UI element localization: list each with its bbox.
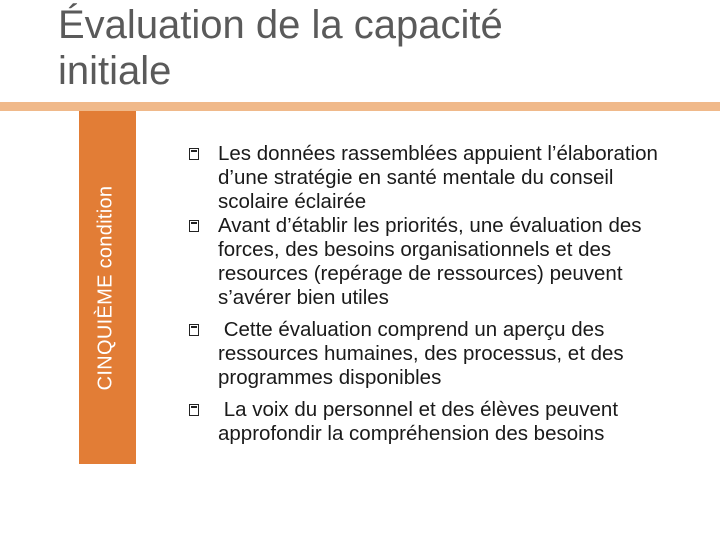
square-bullet-icon bbox=[189, 404, 199, 416]
bullet-item bbox=[178, 398, 658, 446]
bullet-item bbox=[178, 142, 658, 214]
title-divider-bar bbox=[0, 102, 720, 111]
bullet-list bbox=[178, 142, 658, 446]
slide-title bbox=[58, 2, 678, 94]
sidebar-label: CINQUIÈME condition bbox=[94, 185, 117, 391]
bullet-text: Les données rassemblées appuient l’élaboration d’une stratégie en santé mentale du conseil scolaire éclairée bbox=[218, 142, 658, 213]
bullet-item bbox=[178, 318, 658, 390]
bullet-text: La voix du personnel et des élèves peuvent approfondir la compréhension des besoins bbox=[218, 398, 624, 445]
slide-title-line-1: Évaluation de la capacité bbox=[58, 3, 503, 47]
square-bullet-icon bbox=[189, 148, 199, 160]
bullet-text: Avant d’établir les priorités, une évaluation des forces, des besoins organisationnels et des resources (repérage de ressources) peuvent s’avérer bien utiles bbox=[218, 214, 642, 309]
bullet-text: Cette évaluation comprend un aperçu des ressources humaines, des processus, et des programmes disponibles bbox=[218, 318, 630, 389]
slide-title-line-2: initiale bbox=[58, 49, 172, 93]
square-bullet-icon bbox=[189, 324, 199, 336]
square-bullet-icon bbox=[189, 220, 199, 232]
bullet-item bbox=[178, 214, 658, 310]
